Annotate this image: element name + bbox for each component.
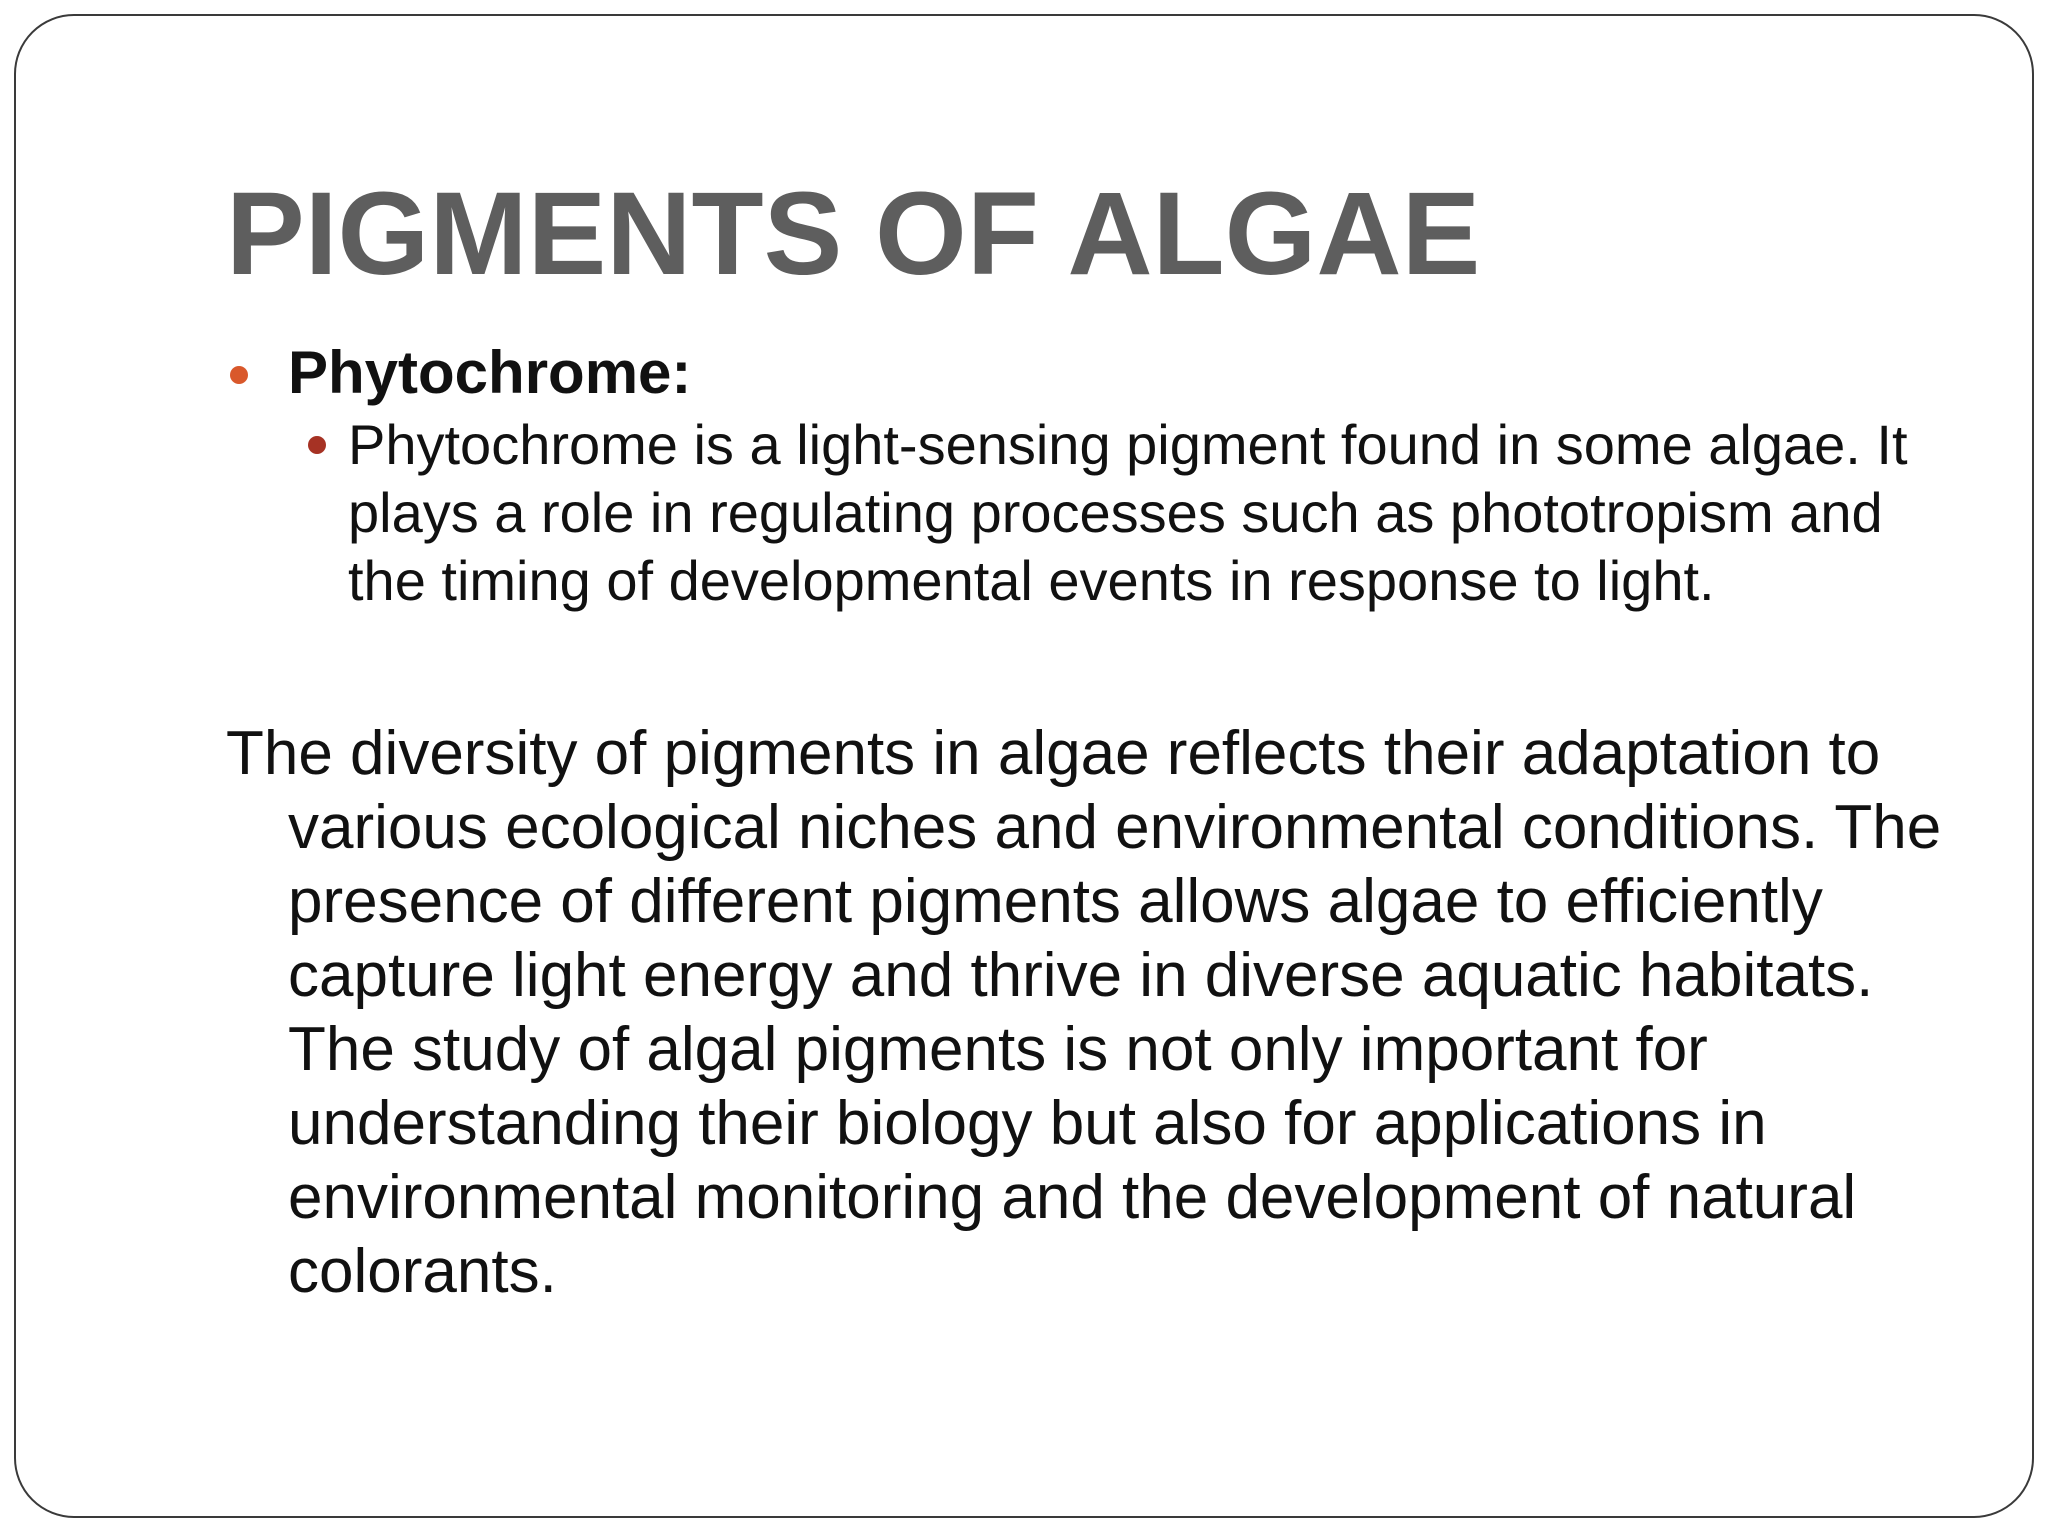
slide-title: PIGMENTS OF ALGAE [226,168,1481,300]
bullet-heading [226,335,1926,411]
sub-bullet-dot-icon [308,436,326,454]
bullet-dot-icon [230,366,248,384]
bullet-heading-text: Phytochrome: [288,339,692,406]
sub-bullet-text: Phytochrome is a light-sensing pigment found in some algae. It plays a role in regulating processes such as phototropism and the timing of developmental events in response to light. [348,413,1908,612]
sub-bullet [348,411,1948,615]
body-paragraph: The diversity of pigments in algae reflects their adaptation to various ecological niches and environmental conditions. The presence of different pigments allows algae to efficiently capture light energy and thrive in diverse aquatic habitats. The study of algal pigments is not only important for understanding their biology but also for applications in environmental monitoring and the development of natural colorants. [226,719,1942,1306]
slide-content [226,335,1942,1309]
